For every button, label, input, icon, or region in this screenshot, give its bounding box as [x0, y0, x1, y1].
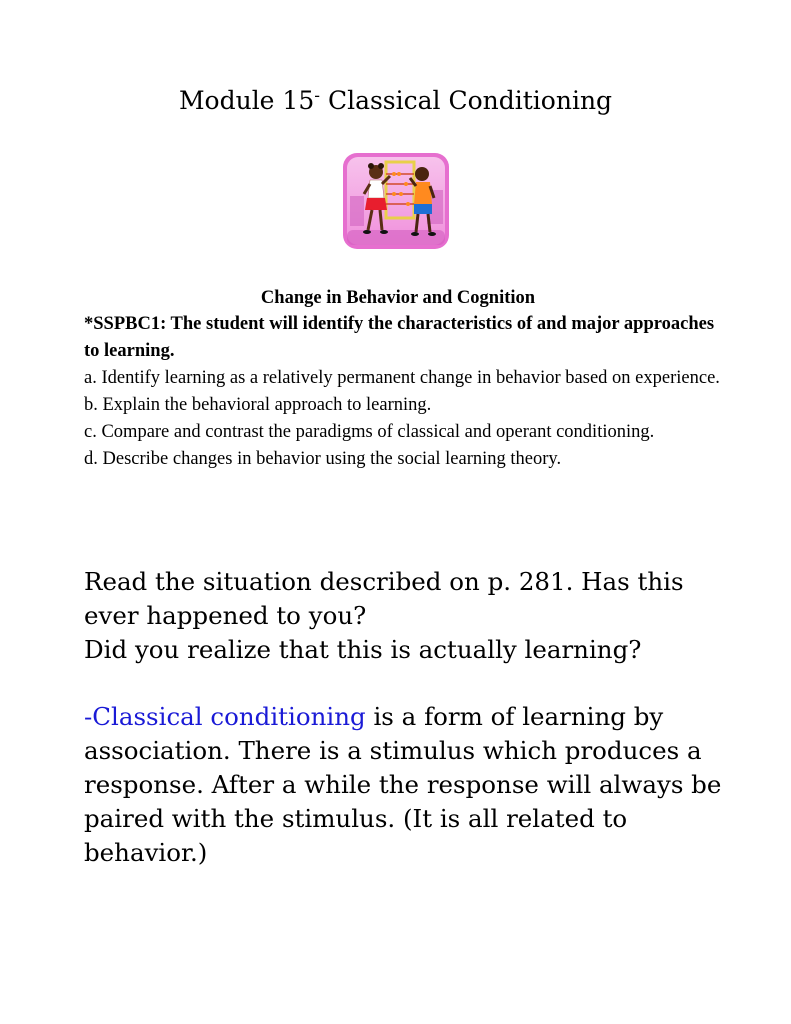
question-line-1: Read the situation described on p. 281. Has this ever happened to you?: [84, 567, 684, 630]
standard-item-d: d. Describe changes in behavior using the social learning theory.: [84, 449, 562, 469]
title-dash: -: [314, 86, 320, 106]
page-title: [0, 86, 791, 115]
definition-text: is a form of learning by association. There is a stimulus which produces a response. After a while the response will always be paired with the stimulus. (It is all related to behavior.): [84, 702, 722, 867]
definition-paragraph: [84, 700, 724, 870]
standard-item-a: a. Identify learning as a relatively permanent change in behavior based on experience.: [84, 368, 720, 388]
children-abacus-clipart: [342, 152, 450, 250]
standard-item-b: b. Explain the behavioral approach to learning.: [84, 395, 432, 415]
standards-heading: Change in Behavior and Cognition: [260, 288, 536, 308]
question-paragraph: [84, 565, 724, 667]
standard-item-c: c. Compare and contrast the paradigms of classical and operant conditioning.: [84, 422, 655, 442]
title-rest: Classical Conditioning: [320, 86, 613, 115]
standard-code-line: *SSPBC1: The student will identify the characteristics of and major approaches to learning.: [84, 314, 715, 361]
title-main: Module 15: [178, 86, 315, 115]
definition-term: -Classical conditioning: [84, 702, 366, 731]
standards-block: [84, 285, 724, 473]
question-line-2: Did you realize that this is actually learning?: [84, 635, 642, 664]
